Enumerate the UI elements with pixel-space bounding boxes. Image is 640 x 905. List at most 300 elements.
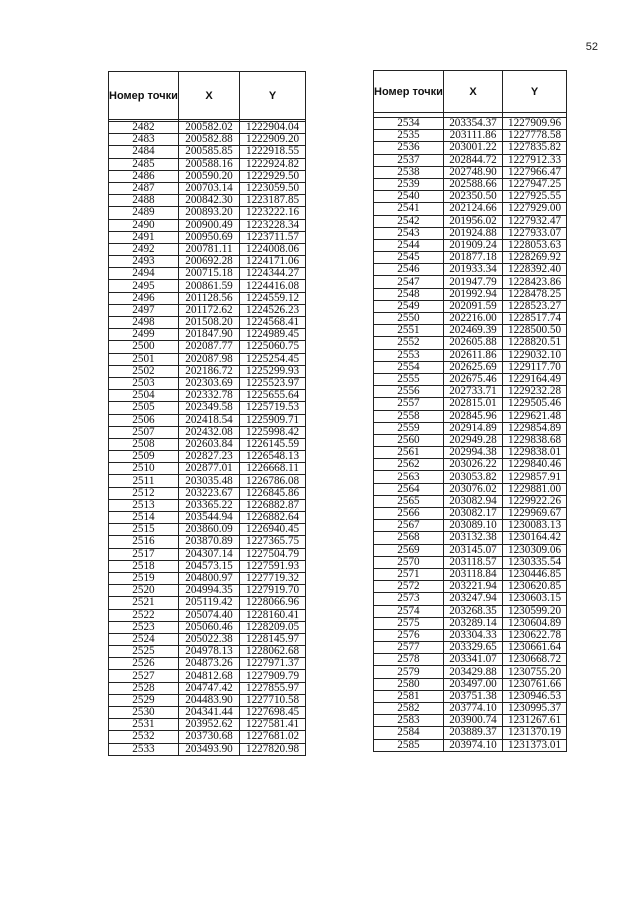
point-number-cell: 2498 bbox=[109, 317, 179, 329]
point-number-cell: 2546 bbox=[374, 264, 444, 276]
table-row bbox=[374, 568, 567, 580]
y-coordinate-cell: 1227929.00 bbox=[503, 203, 567, 215]
x-coordinate-cell: 201877.18 bbox=[443, 252, 502, 264]
point-number-cell: 2526 bbox=[109, 658, 179, 670]
y-coordinate-cell: 1225299.93 bbox=[240, 365, 306, 377]
table-row bbox=[374, 422, 567, 434]
point-number-cell: 2483 bbox=[109, 134, 179, 146]
y-coordinate-cell: 1222909.20 bbox=[240, 134, 306, 146]
y-coordinate-cell: 1229838.68 bbox=[503, 434, 567, 446]
point-number-cell: 2490 bbox=[109, 219, 179, 231]
point-number-cell: 2497 bbox=[109, 304, 179, 316]
table-row bbox=[374, 325, 567, 337]
x-coordinate-cell: 201128.56 bbox=[178, 292, 239, 304]
y-coordinate-cell: 1226548.13 bbox=[240, 451, 306, 463]
x-coordinate-cell: 202124.66 bbox=[443, 203, 502, 215]
table-row bbox=[109, 195, 306, 207]
page-number: 52 bbox=[585, 41, 598, 53]
point-number-cell: 2568 bbox=[374, 532, 444, 544]
table-row bbox=[109, 390, 306, 402]
point-number-cell: 2578 bbox=[374, 654, 444, 666]
point-number-cell: 2513 bbox=[109, 499, 179, 511]
table-row bbox=[109, 365, 306, 377]
x-coordinate-cell: 202611.86 bbox=[443, 349, 502, 361]
x-coordinate-cell: 204747.42 bbox=[178, 682, 239, 694]
x-coordinate-cell: 202087.77 bbox=[178, 341, 239, 353]
point-number-cell: 2516 bbox=[109, 536, 179, 548]
coordinates-table-left bbox=[108, 71, 306, 756]
header-y: Y bbox=[503, 71, 567, 113]
y-coordinate-cell: 1230309.06 bbox=[503, 544, 567, 556]
point-number-cell: 2489 bbox=[109, 207, 179, 219]
header-y: Y bbox=[240, 72, 306, 120]
y-coordinate-cell: 1226882.87 bbox=[240, 499, 306, 511]
x-coordinate-cell: 200590.20 bbox=[178, 170, 239, 182]
table-row bbox=[109, 585, 306, 597]
y-coordinate-cell: 1230668.72 bbox=[503, 654, 567, 666]
point-number-cell: 2557 bbox=[374, 398, 444, 410]
y-coordinate-cell: 1230946.53 bbox=[503, 690, 567, 702]
table-row bbox=[374, 398, 567, 410]
table-row bbox=[374, 118, 567, 130]
y-coordinate-cell: 1228392.40 bbox=[503, 264, 567, 276]
y-coordinate-cell: 1229840.46 bbox=[503, 459, 567, 471]
table-row bbox=[109, 414, 306, 426]
x-coordinate-cell: 203268.35 bbox=[443, 605, 502, 617]
table-row bbox=[374, 629, 567, 641]
point-number-cell: 2487 bbox=[109, 182, 179, 194]
table-row bbox=[109, 524, 306, 536]
y-coordinate-cell: 1228066.96 bbox=[240, 597, 306, 609]
y-coordinate-cell: 1228523.27 bbox=[503, 300, 567, 312]
y-coordinate-cell: 1226882.64 bbox=[240, 512, 306, 524]
table-row bbox=[109, 475, 306, 487]
table-row bbox=[109, 231, 306, 243]
point-number-cell: 2507 bbox=[109, 426, 179, 438]
x-coordinate-cell: 203329.65 bbox=[443, 642, 502, 654]
y-coordinate-cell: 1230446.85 bbox=[503, 568, 567, 580]
x-coordinate-cell: 204483.90 bbox=[178, 694, 239, 706]
table-row bbox=[109, 609, 306, 621]
y-coordinate-cell: 1227365.75 bbox=[240, 536, 306, 548]
table-row bbox=[374, 130, 567, 142]
x-coordinate-cell: 202303.69 bbox=[178, 377, 239, 389]
point-number-cell: 2575 bbox=[374, 617, 444, 629]
x-coordinate-cell: 200950.69 bbox=[178, 231, 239, 243]
x-coordinate-cell: 203870.89 bbox=[178, 536, 239, 548]
x-coordinate-cell: 204341.44 bbox=[178, 707, 239, 719]
y-coordinate-cell: 1229164.49 bbox=[503, 373, 567, 385]
table-row bbox=[109, 548, 306, 560]
y-coordinate-cell: 1230995.37 bbox=[503, 703, 567, 715]
point-number-cell: 2554 bbox=[374, 361, 444, 373]
x-coordinate-cell: 205119.42 bbox=[178, 597, 239, 609]
table-header-row bbox=[109, 72, 306, 120]
table-row bbox=[374, 556, 567, 568]
table-row bbox=[109, 243, 306, 255]
point-number-cell: 2552 bbox=[374, 337, 444, 349]
point-number-cell: 2494 bbox=[109, 268, 179, 280]
y-coordinate-cell: 1227698.45 bbox=[240, 707, 306, 719]
point-number-cell: 2514 bbox=[109, 512, 179, 524]
y-coordinate-cell: 1229838.01 bbox=[503, 447, 567, 459]
point-number-cell: 2520 bbox=[109, 585, 179, 597]
point-number-cell: 2518 bbox=[109, 560, 179, 572]
point-number-cell: 2567 bbox=[374, 520, 444, 532]
table-row bbox=[374, 678, 567, 690]
point-number-cell: 2562 bbox=[374, 459, 444, 471]
y-coordinate-cell: 1227820.98 bbox=[240, 743, 306, 755]
point-number-cell: 2510 bbox=[109, 463, 179, 475]
y-coordinate-cell: 1222904.04 bbox=[240, 122, 306, 134]
y-coordinate-cell: 1224416.08 bbox=[240, 280, 306, 292]
header-x: X bbox=[443, 71, 502, 113]
table-row bbox=[109, 560, 306, 572]
x-coordinate-cell: 202469.39 bbox=[443, 325, 502, 337]
x-coordinate-cell: 205074.40 bbox=[178, 609, 239, 621]
table-row bbox=[109, 402, 306, 414]
y-coordinate-cell: 1227966.47 bbox=[503, 166, 567, 178]
y-coordinate-cell: 1224559.12 bbox=[240, 292, 306, 304]
y-coordinate-cell: 1226145.59 bbox=[240, 438, 306, 450]
point-number-cell: 2564 bbox=[374, 483, 444, 495]
point-number-cell: 2521 bbox=[109, 597, 179, 609]
table-row bbox=[109, 353, 306, 365]
y-coordinate-cell: 1222924.82 bbox=[240, 158, 306, 170]
x-coordinate-cell: 200585.85 bbox=[178, 146, 239, 158]
point-number-cell: 2523 bbox=[109, 621, 179, 633]
x-coordinate-cell: 200893.20 bbox=[178, 207, 239, 219]
table-row bbox=[374, 313, 567, 325]
y-coordinate-cell: 1230335.54 bbox=[503, 556, 567, 568]
y-coordinate-cell: 1230620.85 bbox=[503, 581, 567, 593]
table-row bbox=[109, 280, 306, 292]
table-row bbox=[374, 690, 567, 702]
y-coordinate-cell: 1230083.13 bbox=[503, 520, 567, 532]
y-coordinate-cell: 1225909.71 bbox=[240, 414, 306, 426]
x-coordinate-cell: 203118.84 bbox=[443, 568, 502, 580]
y-coordinate-cell: 1229854.89 bbox=[503, 422, 567, 434]
y-coordinate-cell: 1227710.58 bbox=[240, 694, 306, 706]
x-coordinate-cell: 202815.01 bbox=[443, 398, 502, 410]
y-coordinate-cell: 1225998.42 bbox=[240, 426, 306, 438]
table-row bbox=[109, 670, 306, 682]
table-row bbox=[374, 191, 567, 203]
table-row bbox=[374, 654, 567, 666]
point-number-cell: 2581 bbox=[374, 690, 444, 702]
point-number-cell: 2524 bbox=[109, 633, 179, 645]
point-number-cell: 2547 bbox=[374, 276, 444, 288]
x-coordinate-cell: 203026.22 bbox=[443, 459, 502, 471]
table-row bbox=[374, 337, 567, 349]
x-coordinate-cell: 203082.17 bbox=[443, 508, 502, 520]
x-coordinate-cell: 203089.10 bbox=[443, 520, 502, 532]
x-coordinate-cell: 203860.09 bbox=[178, 524, 239, 536]
table-row bbox=[109, 158, 306, 170]
y-coordinate-cell: 1225655.64 bbox=[240, 390, 306, 402]
y-coordinate-cell: 1231267.61 bbox=[503, 715, 567, 727]
point-number-cell: 2504 bbox=[109, 390, 179, 402]
point-number-cell: 2499 bbox=[109, 329, 179, 341]
table-row bbox=[374, 739, 567, 751]
y-coordinate-cell: 1227947.25 bbox=[503, 178, 567, 190]
x-coordinate-cell: 203365.22 bbox=[178, 499, 239, 511]
x-coordinate-cell: 203053.82 bbox=[443, 471, 502, 483]
point-number-cell: 2531 bbox=[109, 719, 179, 731]
x-coordinate-cell: 203304.33 bbox=[443, 629, 502, 641]
point-number-cell: 2485 bbox=[109, 158, 179, 170]
table-row bbox=[109, 292, 306, 304]
point-number-cell: 2569 bbox=[374, 544, 444, 556]
x-coordinate-cell: 201947.79 bbox=[443, 276, 502, 288]
table-row bbox=[374, 520, 567, 532]
x-coordinate-cell: 202087.98 bbox=[178, 353, 239, 365]
y-coordinate-cell: 1222929.50 bbox=[240, 170, 306, 182]
point-number-cell: 2509 bbox=[109, 451, 179, 463]
table-row bbox=[374, 252, 567, 264]
table-row bbox=[374, 142, 567, 154]
x-coordinate-cell: 200582.88 bbox=[178, 134, 239, 146]
y-coordinate-cell: 1222918.55 bbox=[240, 146, 306, 158]
x-coordinate-cell: 202877.01 bbox=[178, 463, 239, 475]
x-coordinate-cell: 202844.72 bbox=[443, 154, 502, 166]
x-coordinate-cell: 203221.94 bbox=[443, 581, 502, 593]
header-point-number: Номер точки bbox=[109, 72, 179, 120]
x-coordinate-cell: 203001.22 bbox=[443, 142, 502, 154]
header-x: X bbox=[178, 72, 239, 120]
x-coordinate-cell: 203774.10 bbox=[443, 703, 502, 715]
y-coordinate-cell: 1230755.20 bbox=[503, 666, 567, 678]
x-coordinate-cell: 201992.94 bbox=[443, 288, 502, 300]
x-coordinate-cell: 203341.07 bbox=[443, 654, 502, 666]
x-coordinate-cell: 202625.69 bbox=[443, 361, 502, 373]
x-coordinate-cell: 201924.88 bbox=[443, 227, 502, 239]
table-row bbox=[374, 727, 567, 739]
x-coordinate-cell: 200781.11 bbox=[178, 243, 239, 255]
x-coordinate-cell: 202350.50 bbox=[443, 191, 502, 203]
y-coordinate-cell: 1227681.02 bbox=[240, 731, 306, 743]
point-number-cell: 2522 bbox=[109, 609, 179, 621]
y-coordinate-cell: 1224171.06 bbox=[240, 256, 306, 268]
table-row bbox=[374, 215, 567, 227]
table-row bbox=[374, 349, 567, 361]
x-coordinate-cell: 204573.15 bbox=[178, 560, 239, 572]
y-coordinate-cell: 1225523.97 bbox=[240, 377, 306, 389]
y-coordinate-cell: 1224344.27 bbox=[240, 268, 306, 280]
table-row bbox=[374, 715, 567, 727]
x-coordinate-cell: 200842.30 bbox=[178, 195, 239, 207]
y-coordinate-cell: 1227912.33 bbox=[503, 154, 567, 166]
y-coordinate-cell: 1224526.23 bbox=[240, 304, 306, 316]
table-row bbox=[109, 487, 306, 499]
point-number-cell: 2486 bbox=[109, 170, 179, 182]
table-row bbox=[109, 146, 306, 158]
table-row bbox=[374, 300, 567, 312]
table-row bbox=[374, 203, 567, 215]
x-coordinate-cell: 202349.58 bbox=[178, 402, 239, 414]
point-number-cell: 2493 bbox=[109, 256, 179, 268]
point-number-cell: 2563 bbox=[374, 471, 444, 483]
x-coordinate-cell: 202994.38 bbox=[443, 447, 502, 459]
point-number-cell: 2561 bbox=[374, 447, 444, 459]
table-row bbox=[109, 268, 306, 280]
y-coordinate-cell: 1228209.05 bbox=[240, 621, 306, 633]
x-coordinate-cell: 205060.46 bbox=[178, 621, 239, 633]
y-coordinate-cell: 1229881.00 bbox=[503, 483, 567, 495]
x-coordinate-cell: 203497.00 bbox=[443, 678, 502, 690]
point-number-cell: 2545 bbox=[374, 252, 444, 264]
y-coordinate-cell: 1227591.93 bbox=[240, 560, 306, 572]
point-number-cell: 2555 bbox=[374, 373, 444, 385]
table-row bbox=[109, 304, 306, 316]
point-number-cell: 2571 bbox=[374, 568, 444, 580]
table-row bbox=[374, 544, 567, 556]
x-coordinate-cell: 203889.37 bbox=[443, 727, 502, 739]
point-number-cell: 2544 bbox=[374, 239, 444, 251]
y-coordinate-cell: 1228500.50 bbox=[503, 325, 567, 337]
x-coordinate-cell: 204994.35 bbox=[178, 585, 239, 597]
x-coordinate-cell: 204978.13 bbox=[178, 646, 239, 658]
table-row bbox=[374, 264, 567, 276]
x-coordinate-cell: 202605.88 bbox=[443, 337, 502, 349]
point-number-cell: 2496 bbox=[109, 292, 179, 304]
x-coordinate-cell: 201172.62 bbox=[178, 304, 239, 316]
x-coordinate-cell: 202748.90 bbox=[443, 166, 502, 178]
table-row bbox=[374, 581, 567, 593]
y-coordinate-cell: 1225719.53 bbox=[240, 402, 306, 414]
point-number-cell: 2583 bbox=[374, 715, 444, 727]
y-coordinate-cell: 1230599.20 bbox=[503, 605, 567, 617]
y-coordinate-cell: 1228062.68 bbox=[240, 646, 306, 658]
point-number-cell: 2529 bbox=[109, 694, 179, 706]
table-row bbox=[109, 317, 306, 329]
table-row bbox=[109, 682, 306, 694]
table-row bbox=[374, 434, 567, 446]
point-number-cell: 2511 bbox=[109, 475, 179, 487]
point-number-cell: 2517 bbox=[109, 548, 179, 560]
y-coordinate-cell: 1224568.41 bbox=[240, 317, 306, 329]
y-coordinate-cell: 1229032.10 bbox=[503, 349, 567, 361]
table-row bbox=[374, 593, 567, 605]
point-number-cell: 2484 bbox=[109, 146, 179, 158]
point-number-cell: 2550 bbox=[374, 313, 444, 325]
table-row bbox=[374, 239, 567, 251]
y-coordinate-cell: 1229621.48 bbox=[503, 410, 567, 422]
table-row bbox=[109, 499, 306, 511]
table-row bbox=[109, 438, 306, 450]
y-coordinate-cell: 1223059.50 bbox=[240, 182, 306, 194]
x-coordinate-cell: 203132.38 bbox=[443, 532, 502, 544]
table-row bbox=[109, 207, 306, 219]
y-coordinate-cell: 1229969.67 bbox=[503, 508, 567, 520]
y-coordinate-cell: 1227504.79 bbox=[240, 548, 306, 560]
y-coordinate-cell: 1227835.82 bbox=[503, 142, 567, 154]
table-row bbox=[109, 377, 306, 389]
x-coordinate-cell: 202432.08 bbox=[178, 426, 239, 438]
y-coordinate-cell: 1223187.85 bbox=[240, 195, 306, 207]
point-number-cell: 2495 bbox=[109, 280, 179, 292]
point-number-cell: 2528 bbox=[109, 682, 179, 694]
y-coordinate-cell: 1229232.28 bbox=[503, 386, 567, 398]
table-row bbox=[109, 219, 306, 231]
table-row bbox=[374, 288, 567, 300]
point-number-cell: 2551 bbox=[374, 325, 444, 337]
table-row bbox=[374, 154, 567, 166]
x-coordinate-cell: 202588.66 bbox=[443, 178, 502, 190]
y-coordinate-cell: 1229922.26 bbox=[503, 495, 567, 507]
x-coordinate-cell: 203544.94 bbox=[178, 512, 239, 524]
table-row bbox=[374, 508, 567, 520]
point-number-cell: 2538 bbox=[374, 166, 444, 178]
y-coordinate-cell: 1230761.66 bbox=[503, 678, 567, 690]
y-coordinate-cell: 1225060.75 bbox=[240, 341, 306, 353]
point-number-cell: 2502 bbox=[109, 365, 179, 377]
x-coordinate-cell: 203730.68 bbox=[178, 731, 239, 743]
x-coordinate-cell: 203974.10 bbox=[443, 739, 502, 751]
y-coordinate-cell: 1227919.70 bbox=[240, 585, 306, 597]
table-row bbox=[109, 658, 306, 670]
point-number-cell: 2491 bbox=[109, 231, 179, 243]
table-row bbox=[374, 410, 567, 422]
table-row bbox=[374, 178, 567, 190]
point-number-cell: 2539 bbox=[374, 178, 444, 190]
table-row bbox=[109, 694, 306, 706]
x-coordinate-cell: 203145.07 bbox=[443, 544, 502, 556]
x-coordinate-cell: 203035.48 bbox=[178, 475, 239, 487]
point-number-cell: 2506 bbox=[109, 414, 179, 426]
y-coordinate-cell: 1227778.58 bbox=[503, 130, 567, 142]
x-coordinate-cell: 205022.38 bbox=[178, 633, 239, 645]
point-number-cell: 2558 bbox=[374, 410, 444, 422]
point-number-cell: 2530 bbox=[109, 707, 179, 719]
point-number-cell: 2584 bbox=[374, 727, 444, 739]
y-coordinate-cell: 1228478.25 bbox=[503, 288, 567, 300]
point-number-cell: 2570 bbox=[374, 556, 444, 568]
table-row bbox=[109, 170, 306, 182]
y-coordinate-cell: 1228423.86 bbox=[503, 276, 567, 288]
point-number-cell: 2543 bbox=[374, 227, 444, 239]
y-coordinate-cell: 1227933.07 bbox=[503, 227, 567, 239]
point-number-cell: 2537 bbox=[374, 154, 444, 166]
point-number-cell: 2482 bbox=[109, 122, 179, 134]
point-number-cell: 2576 bbox=[374, 629, 444, 641]
y-coordinate-cell: 1230604.89 bbox=[503, 617, 567, 629]
x-coordinate-cell: 200582.02 bbox=[178, 122, 239, 134]
y-coordinate-cell: 1224989.45 bbox=[240, 329, 306, 341]
y-coordinate-cell: 1231370.19 bbox=[503, 727, 567, 739]
table-row bbox=[374, 666, 567, 678]
y-coordinate-cell: 1228053.63 bbox=[503, 239, 567, 251]
x-coordinate-cell: 200900.49 bbox=[178, 219, 239, 231]
point-number-cell: 2508 bbox=[109, 438, 179, 450]
coordinates-table-right bbox=[373, 70, 567, 752]
table-row bbox=[374, 483, 567, 495]
x-coordinate-cell: 203076.02 bbox=[443, 483, 502, 495]
x-coordinate-cell: 203354.37 bbox=[443, 118, 502, 130]
x-coordinate-cell: 202733.71 bbox=[443, 386, 502, 398]
x-coordinate-cell: 202845.96 bbox=[443, 410, 502, 422]
point-number-cell: 2542 bbox=[374, 215, 444, 227]
x-coordinate-cell: 202827.23 bbox=[178, 451, 239, 463]
y-coordinate-cell: 1224008.06 bbox=[240, 243, 306, 255]
point-number-cell: 2540 bbox=[374, 191, 444, 203]
x-coordinate-cell: 203493.90 bbox=[178, 743, 239, 755]
table-row bbox=[374, 471, 567, 483]
y-coordinate-cell: 1226940.45 bbox=[240, 524, 306, 536]
point-number-cell: 2549 bbox=[374, 300, 444, 312]
x-coordinate-cell: 204307.14 bbox=[178, 548, 239, 560]
table-row bbox=[109, 512, 306, 524]
